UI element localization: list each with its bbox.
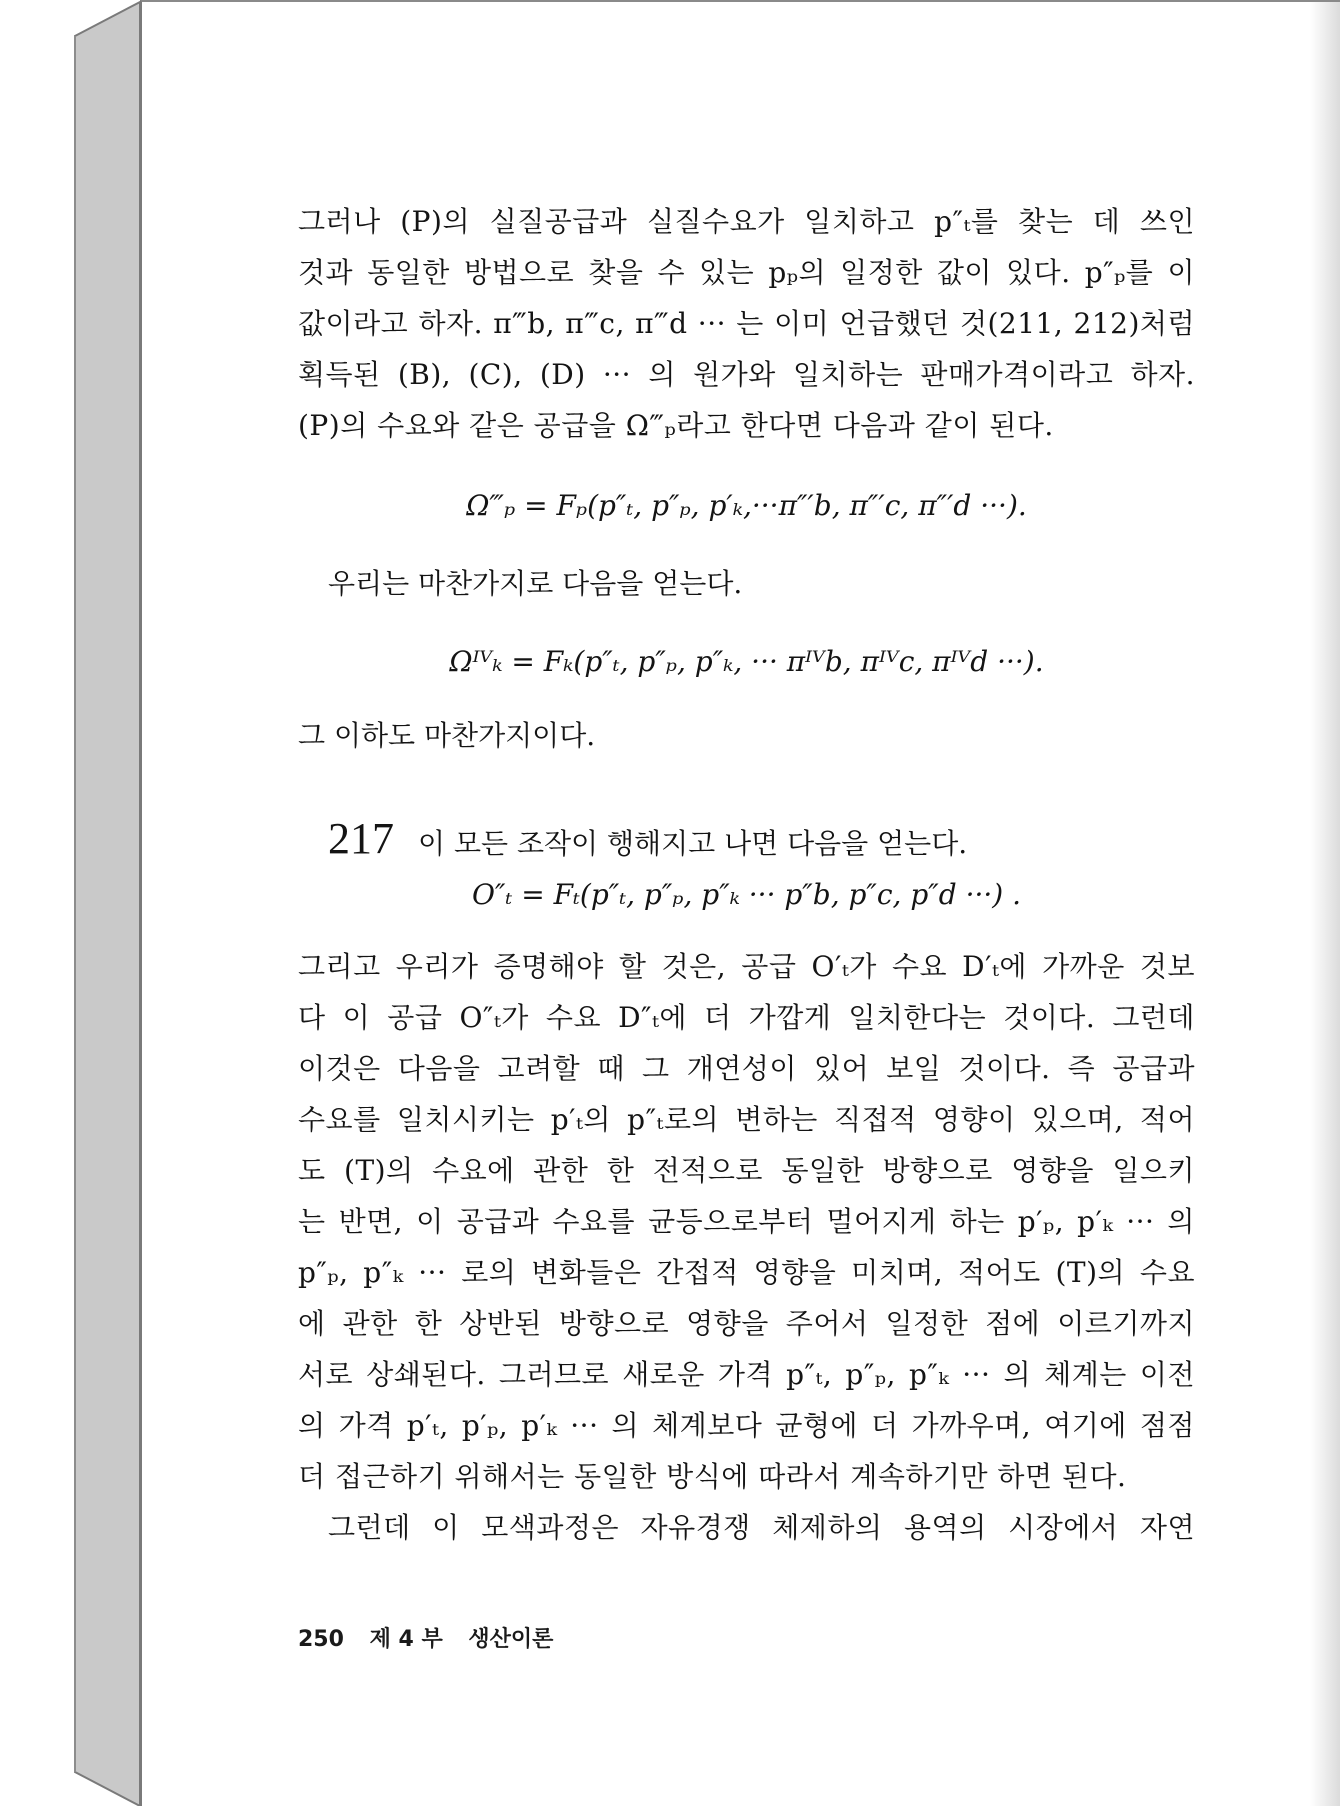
text-line: 그러나 (P)의 실질공급과 실질수요가 일치하고 p″ₜ를 찾는 데 쓰인 bbox=[298, 205, 1195, 238]
text-line: 도 (T)의 수요에 관한 한 전적으로 동일한 방향으로 영향을 일으키 bbox=[298, 1154, 1195, 1187]
paragraph-1 bbox=[298, 196, 1195, 451]
text-line: 의 가격 p′ₜ, p′ₚ, p′ₖ ··· 의 체계보다 균형에 더 가까우며, 여기에 점점 bbox=[298, 1409, 1195, 1442]
equation-omega-k: Ωᴵⱽₖ = Fₖ(p″ₜ, p″ₚ, p″ₖ, ··· πᴵⱽb, πᴵⱽc, πᴵⱽd ···). bbox=[449, 645, 1044, 678]
footer-part: 제 4 부 bbox=[369, 1627, 443, 1652]
text-line: 이것은 다음을 고려할 때 그 개연성이 있어 보일 것이다. 즉 공급과 bbox=[298, 1052, 1195, 1085]
text-line: (P)의 수요와 같은 공급을 Ω‴ₚ라고 한다면 다음과 같이 된다. bbox=[298, 409, 1054, 442]
page-edge-shadow bbox=[1310, 2, 1340, 1806]
paragraph-3-first-line: 그런데 이 모색과정은 자유경쟁 체제하의 용역의 시장에서 자연 bbox=[328, 1511, 1195, 1544]
text-line: 그리고 우리가 증명해야 할 것은, 공급 O′ₜ가 수요 D′ₜ에 가까운 것보 bbox=[298, 950, 1195, 983]
text-line: 다 이 공급 O″ₜ가 수요 D″ₜ에 더 가깝게 일치한다는 것이다. 그런데 bbox=[298, 1001, 1195, 1034]
equation-omega-p: Ω‴ₚ = Fₚ(p″ₜ, p″ₚ, p′ₖ,···π″′b, π″′c, π″′d ···). bbox=[466, 489, 1027, 522]
equation-o-t: O″ₜ = Fₜ(p″ₜ, p″ₚ, p″ₖ ··· p″b, p″c, p″d ···) . bbox=[471, 878, 1021, 911]
text-line: 것과 동일한 방법으로 찾을 수 있는 pₚ의 일정한 값이 있다. p″ₚ를 이 bbox=[298, 256, 1195, 289]
footer-title: 생산이론 bbox=[468, 1627, 554, 1652]
page-footer bbox=[298, 1622, 571, 1653]
page-number: 250 bbox=[298, 1627, 344, 1652]
paragraph-2 bbox=[298, 941, 1195, 1502]
text-line: p″ₚ, p″ₖ ··· 로의 변화들은 간접적 영향을 미치며, 적어도 (T)의 수요 bbox=[298, 1256, 1195, 1289]
text-line: 수요를 일치시키는 p′ₜ의 p″ₜ로의 변하는 직접적 영향이 있으며, 적어 bbox=[298, 1103, 1195, 1136]
book-spine bbox=[0, 0, 140, 1806]
text-line: 더 접근하기 위해서는 동일한 방식에 따라서 계속하기만 하면 된다. bbox=[298, 1460, 1127, 1493]
text-line: 는 반면, 이 공급과 수요를 균등으로부터 멀어지게 하는 p′ₚ, p′ₖ ··· 의 bbox=[298, 1205, 1195, 1238]
section-text: 이 모든 조작이 행해지고 나면 다음을 얻는다. bbox=[418, 827, 968, 860]
text-line: 획득된 (B), (C), (D) ··· 의 원가와 일치하는 판매가격이라고 하자. bbox=[298, 358, 1195, 391]
text-line: 에 관한 한 상반된 방향으로 영향을 주어서 일정한 점에 이르기까지 bbox=[298, 1307, 1195, 1340]
section-heading bbox=[298, 813, 1195, 864]
text-line: 서로 상쇄된다. 그러므로 새로운 가격 p″ₜ, p″ₚ, p″ₖ ··· 의 체계는 이전 bbox=[298, 1358, 1195, 1391]
text-line: 값이라고 하자. π‴b, π‴c, π‴d ··· 는 이미 언급했던 것(211, 212)처럼 bbox=[298, 307, 1195, 340]
text-line: 그 이하도 마찬가지이다. bbox=[298, 719, 596, 752]
text-line: 우리는 마찬가지로 다음을 얻는다. bbox=[328, 567, 743, 600]
section-number: 217 bbox=[328, 814, 394, 863]
page-content bbox=[298, 196, 1195, 1553]
